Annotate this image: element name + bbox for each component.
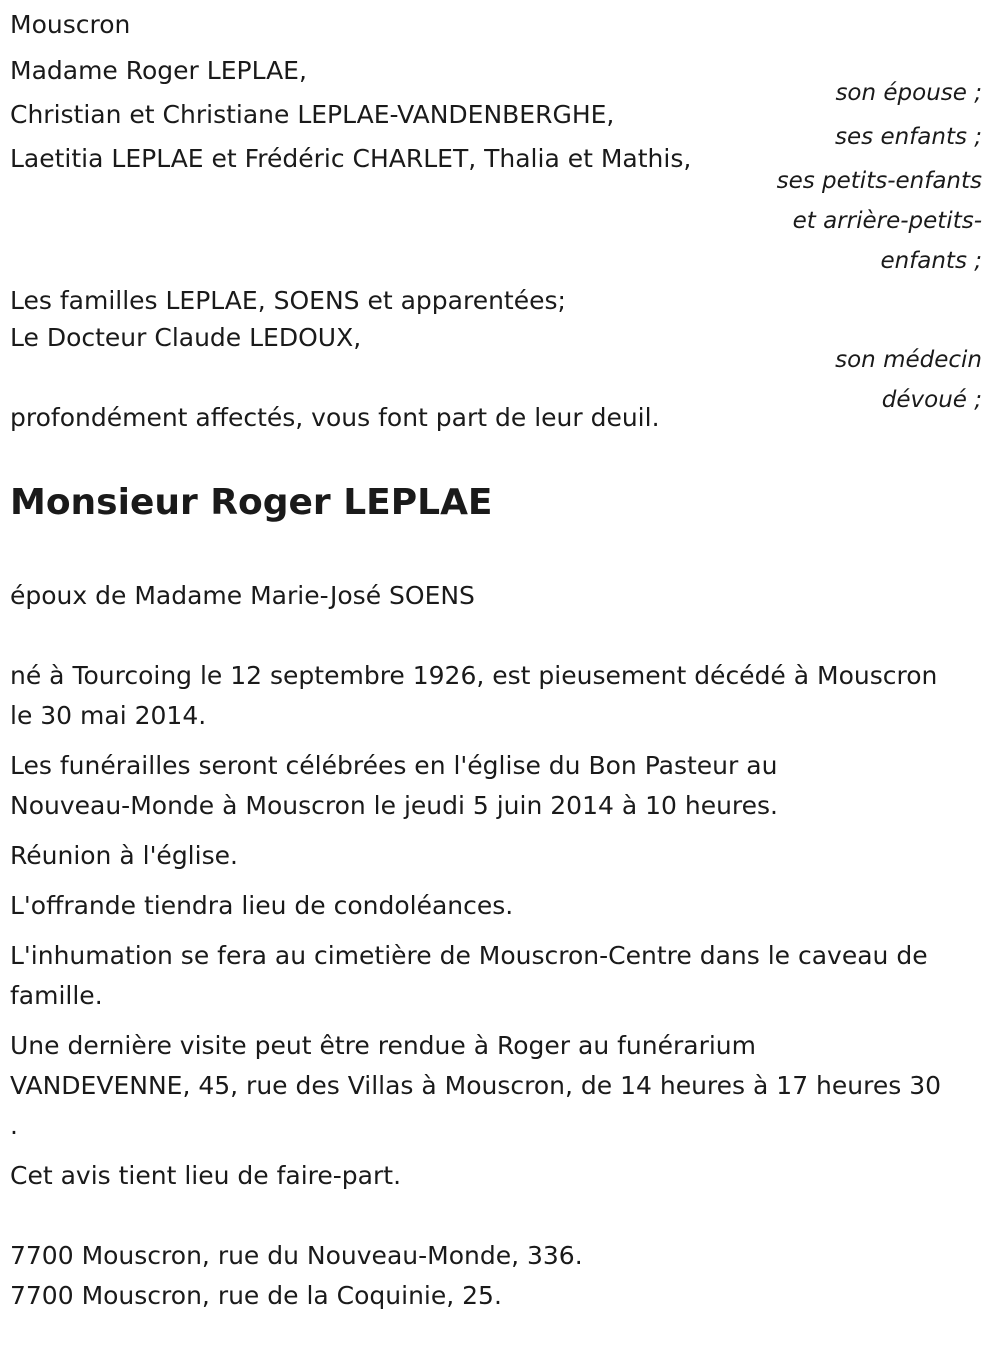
family-name: Laetitia LEPLAE et Frédéric CHARLET, Thalia et Mathis, — [10, 144, 692, 173]
spouse-line: époux de Madame Marie-José SOENS — [10, 581, 475, 610]
location-header: Mouscron — [10, 10, 131, 39]
paragraph-line: le 30 mai 2014. — [10, 701, 207, 730]
family-relation: et arrière-petits- — [792, 208, 982, 234]
paragraph-visit — [10, 1026, 990, 1146]
address-line: 7700 Mouscron, rue du Nouveau-Monde, 336. — [10, 1241, 583, 1270]
paragraph-line: famille. — [10, 981, 103, 1010]
paragraph-notice — [10, 1156, 990, 1196]
family-entry-families — [10, 281, 990, 321]
family-name: Les familles LEPLAE, SOENS et apparentées; — [10, 286, 566, 315]
paragraph-line: Les funérailles seront célébrées en l'église du Bon Pasteur au — [10, 751, 778, 780]
family-relation: son épouse ; — [835, 80, 982, 106]
family-relation: son médecin — [835, 347, 982, 373]
paragraph-line: Réunion à l'église. — [10, 841, 238, 870]
paragraph-line: Nouveau-Monde à Mouscron le jeudi 5 juin 2014 à 10 heures. — [10, 791, 779, 820]
address-block — [10, 1236, 990, 1316]
paragraph-meeting — [10, 836, 990, 876]
address-line: 7700 Mouscron, rue de la Coquinie, 25. — [10, 1281, 502, 1310]
family-entry-grandchildren — [10, 139, 990, 281]
family-name: Le Docteur Claude LEDOUX, — [10, 323, 362, 352]
paragraph-line: VANDEVENNE, 45, rue des Villas à Mouscron, de 14 heures à 17 heures 30 — [10, 1071, 942, 1100]
paragraph-line: . — [10, 1111, 18, 1140]
paragraph-line: né à Tourcoing le 12 septembre 1926, est pieusement décédé à Mouscron — [10, 661, 938, 690]
paragraph-line: L'inhumation se fera au cimetière de Mouscron-Centre dans le caveau de — [10, 941, 928, 970]
paragraph-birth — [10, 656, 990, 736]
family-relation: enfants ; — [880, 248, 982, 274]
paragraph-burial — [10, 936, 990, 1016]
family-relation: ses petits-enfants — [776, 168, 982, 194]
paragraph-line: Une dernière visite peut être rendue à Roger au funérarium — [10, 1031, 756, 1060]
paragraph-line: Cet avis tient lieu de faire-part. — [10, 1161, 402, 1190]
deceased-name: Monsieur Roger LEPLAE — [10, 482, 493, 523]
paragraph-funeral — [10, 746, 990, 826]
paragraph-line: L'offrande tiendra lieu de condoléances. — [10, 891, 514, 920]
family-name: Madame Roger LEPLAE, — [10, 56, 307, 85]
paragraph-offering — [10, 886, 990, 926]
closing-line: profondément affectés, vous font part de leur deuil. — [10, 403, 660, 432]
family-relation: ses enfants ; — [835, 124, 982, 150]
family-name: Christian et Christiane LEPLAE-VANDENBERGHE, — [10, 100, 615, 129]
family-relation: dévoué ; — [881, 387, 982, 413]
